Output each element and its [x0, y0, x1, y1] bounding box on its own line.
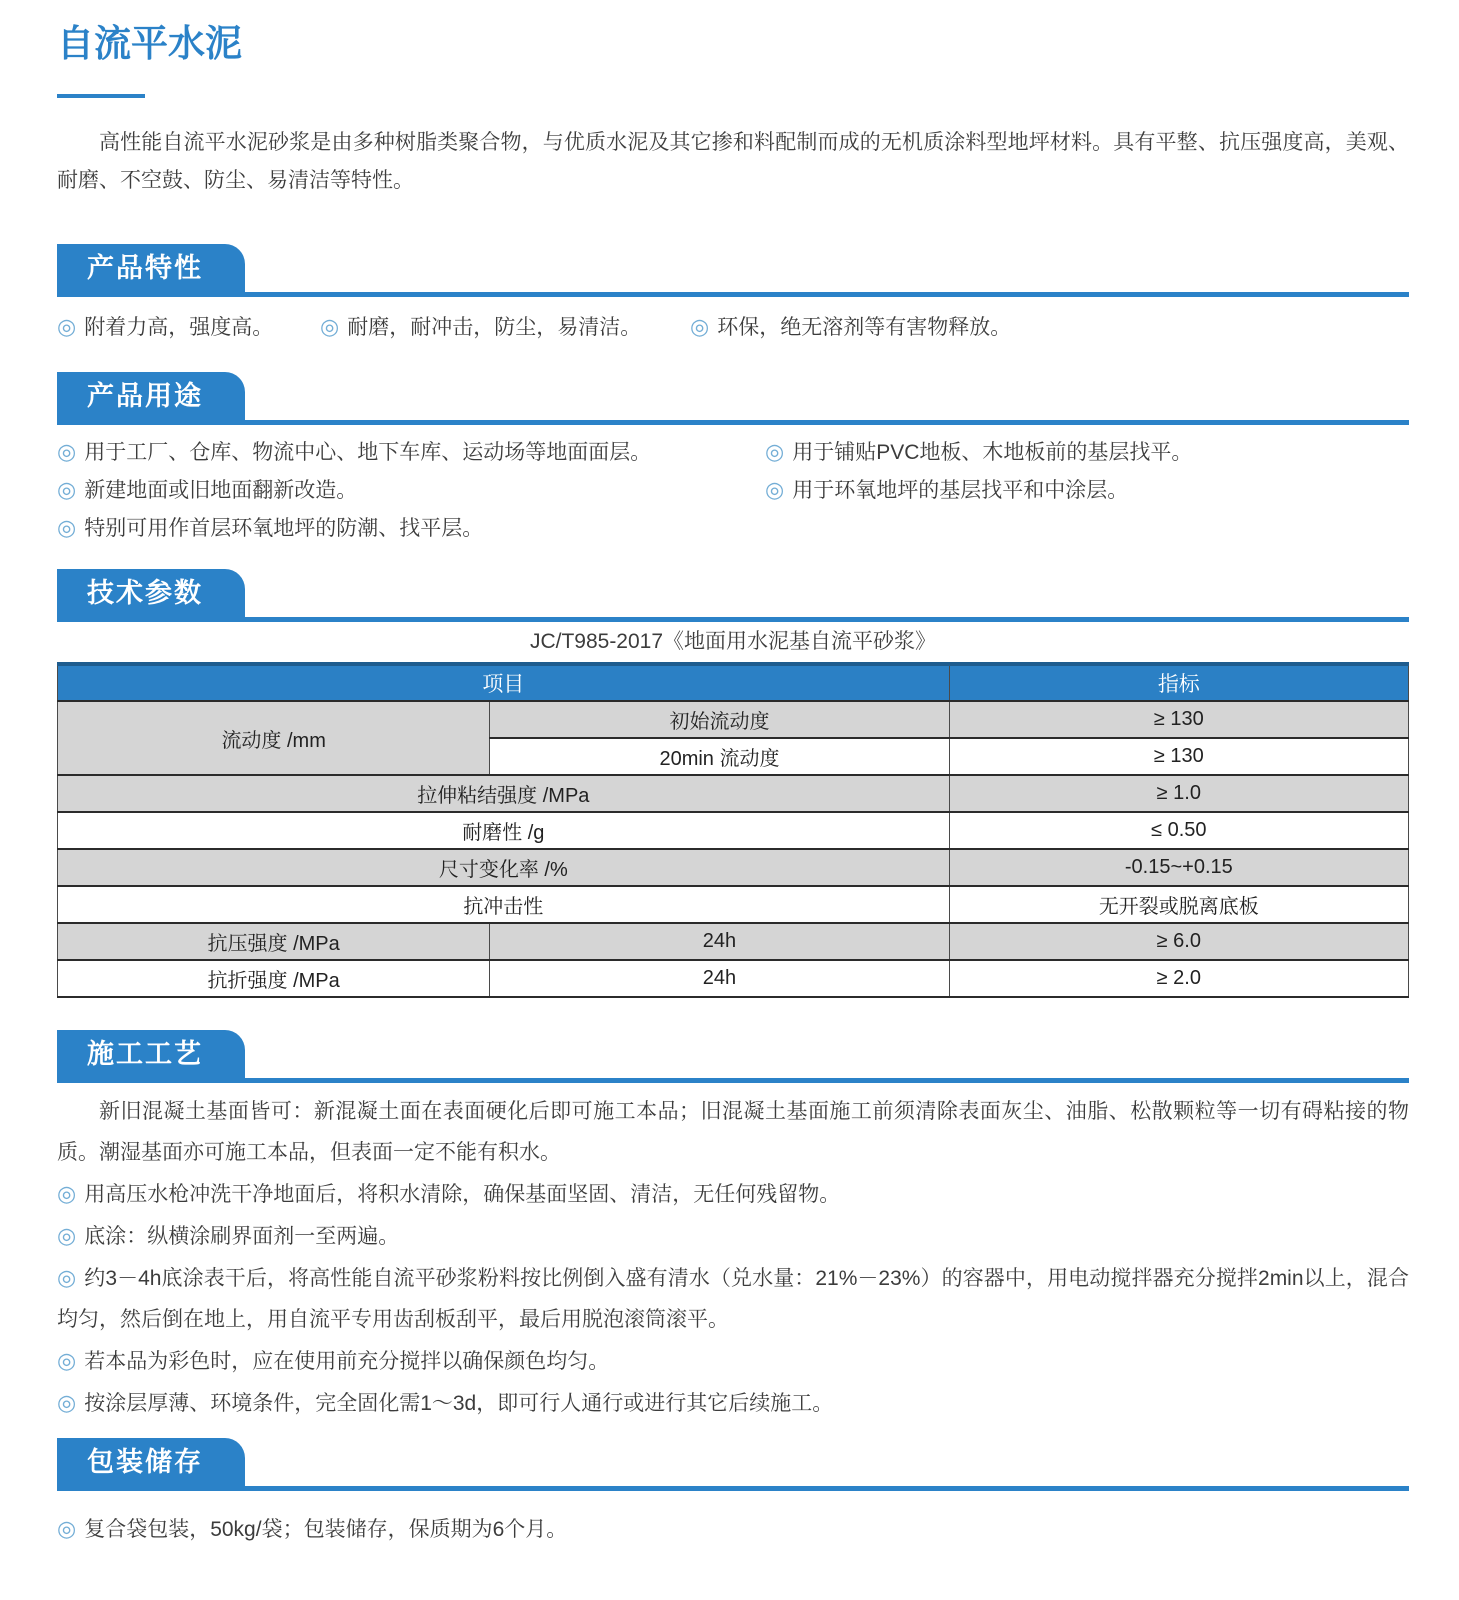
section-tab-uses: 产品用途: [57, 372, 245, 420]
section-tab-process: 施工工艺: [57, 1030, 245, 1078]
ring-bullet-icon: ◎: [57, 477, 77, 502]
process-paragraph: 新旧混凝土基面皆可：新混凝土面在表面硬化后即可施工本品；旧混凝土基面施工前须清除表面灰尘、油脂、松散颗粒等一切有碍粘接的物质。潮湿基面亦可施工本品，但表面一定不能有积水。: [57, 1100, 1409, 1164]
list-item: [57, 1173, 1409, 1215]
table-cell: 初始流动度: [490, 701, 949, 738]
uses-right-column: [765, 433, 1409, 547]
list-item: [57, 1340, 1409, 1382]
uses-list: [57, 433, 1409, 547]
ring-bullet-icon: ◎: [57, 1181, 77, 1206]
ring-bullet-icon: ◎: [57, 1348, 77, 1373]
section-header-uses: [57, 372, 1409, 425]
table-cell: 24h: [490, 923, 949, 960]
table-row: [58, 960, 1409, 997]
table-row: [58, 701, 1409, 738]
standard-caption: JC/T985-2017《地面用水泥基自流平砂浆》: [529, 630, 937, 653]
ring-bullet-icon: ◎: [57, 1265, 77, 1290]
use-text: 新建地面或旧地面翻新改造。: [84, 479, 358, 502]
list-item: [57, 1257, 1409, 1340]
feature-text: 附着力高，强度高。: [84, 316, 274, 339]
list-item: [765, 471, 1409, 509]
table-cell: ≥ 1.0: [949, 775, 1408, 812]
ring-bullet-icon: ◎: [765, 439, 785, 464]
section-tab-packaging: 包装储存: [57, 1438, 245, 1486]
section-tab-features: 产品特性: [57, 244, 245, 292]
table-row: [58, 775, 1409, 812]
table-cell: ≥ 6.0: [949, 923, 1408, 960]
table-cell: 抗折强度 /MPa: [58, 960, 490, 997]
list-item: [765, 433, 1409, 471]
process-step-text: 底涂：纵横涂刷界面剂一至两遍。: [84, 1225, 400, 1248]
process-step-text: 若本品为彩色时，应在使用前充分搅拌以确保颜色均匀。: [84, 1350, 610, 1373]
features-list: [57, 309, 1409, 346]
use-text: 特别可用作首层环氧地坪的防潮、找平层。: [84, 517, 484, 540]
section-header-tech: [57, 569, 1409, 622]
table-row: [58, 886, 1409, 923]
table-header-row: [58, 664, 1409, 701]
column-header-index: 指标: [949, 664, 1408, 701]
use-text: 用于环氧地坪的基层找平和中涂层。: [792, 479, 1129, 502]
list-item: [57, 1511, 1409, 1548]
list-item: [57, 433, 765, 471]
title-underline: [57, 94, 145, 98]
table-cell: ≤ 0.50: [949, 812, 1408, 849]
list-item: [57, 471, 765, 509]
list-item: [57, 1215, 1409, 1257]
packaging-info: [57, 1511, 1409, 1548]
column-header-item: 项目: [58, 664, 950, 701]
ring-bullet-icon: ◎: [765, 477, 785, 502]
feature-text: 环保，绝无溶剂等有害物释放。: [717, 316, 1012, 339]
table-cell: ≥ 2.0: [949, 960, 1408, 997]
page-title: 自流平水泥: [57, 23, 242, 64]
ring-bullet-icon: ◎: [57, 1390, 77, 1415]
list-item: [690, 309, 1011, 346]
table-row: [58, 812, 1409, 849]
table-cell: -0.15~+0.15: [949, 849, 1408, 886]
intro-paragraph: 高性能自流平水泥砂浆是由多种树脂类聚合物，与优质水泥及其它掺和料配制而成的无机质涂料型地坪材料。具有平整、抗压强度高，美观、耐磨、不空鼓、防尘、易清洁等特性。: [57, 131, 1409, 192]
list-item: [320, 309, 690, 346]
ring-bullet-icon: ◎: [690, 314, 710, 339]
table-cell: 拉伸粘结强度 /MPa: [58, 775, 950, 812]
ring-bullet-icon: ◎: [57, 515, 77, 540]
use-text: 用于工厂、仓库、物流中心、地下车库、运动场等地面面层。: [84, 441, 652, 464]
section-header-features: [57, 244, 1409, 297]
table-cell: 24h: [490, 960, 949, 997]
table-cell: 耐磨性 /g: [58, 812, 950, 849]
table-cell: ≥ 130: [949, 738, 1408, 775]
process-instructions: [57, 1091, 1409, 1424]
ring-bullet-icon: ◎: [57, 1516, 77, 1541]
tech-parameters-table: [57, 662, 1409, 998]
ring-bullet-icon: ◎: [57, 314, 77, 339]
section-header-packaging: [57, 1438, 1409, 1491]
ring-bullet-icon: ◎: [57, 439, 77, 464]
section-tab-tech: 技术参数: [57, 569, 245, 617]
table-cell: 抗压强度 /MPa: [58, 923, 490, 960]
list-item: [57, 1382, 1409, 1424]
use-text: 用于铺贴PVC地板、木地板前的基层找平。: [792, 441, 1193, 464]
table-row: [58, 849, 1409, 886]
ring-bullet-icon: ◎: [320, 314, 340, 339]
table-cell: 尺寸变化率 /%: [58, 849, 950, 886]
table-row: [58, 923, 1409, 960]
table-cell: 无开裂或脱离底板: [949, 886, 1408, 923]
process-step-text: 约3－4h底涂表干后，将高性能自流平砂浆粉料按比例倒入盛有清水（兑水量：21%－23%）的容器中，用电动搅拌器充分搅拌2min以上，混合均匀，然后倒在地上，用自流平专用齿刮板刮平，最后用脱泡滚筒滚平。: [57, 1267, 1409, 1331]
process-step-text: 按涂层厚薄、环境条件，完全固化需1～3d，即可行人通行或进行其它后续施工。: [84, 1392, 834, 1415]
ring-bullet-icon: ◎: [57, 1223, 77, 1248]
process-step-text: 用高压水枪冲洗干净地面后，将积水清除，确保基面坚固、清洁，无任何残留物。: [84, 1183, 841, 1206]
table-cell: 20min 流动度: [490, 738, 949, 775]
list-item: [57, 309, 320, 346]
packaging-text: 复合袋包装，50kg/袋；包装储存，保质期为6个月。: [84, 1518, 568, 1541]
table-cell: 流动度 /mm: [58, 701, 490, 775]
list-item: [57, 509, 765, 547]
section-header-process: [57, 1030, 1409, 1083]
uses-left-column: [57, 433, 765, 547]
feature-text: 耐磨，耐冲击，防尘，易清洁。: [347, 316, 642, 339]
table-cell: 抗冲击性: [58, 886, 950, 923]
table-cell: ≥ 130: [949, 701, 1408, 738]
